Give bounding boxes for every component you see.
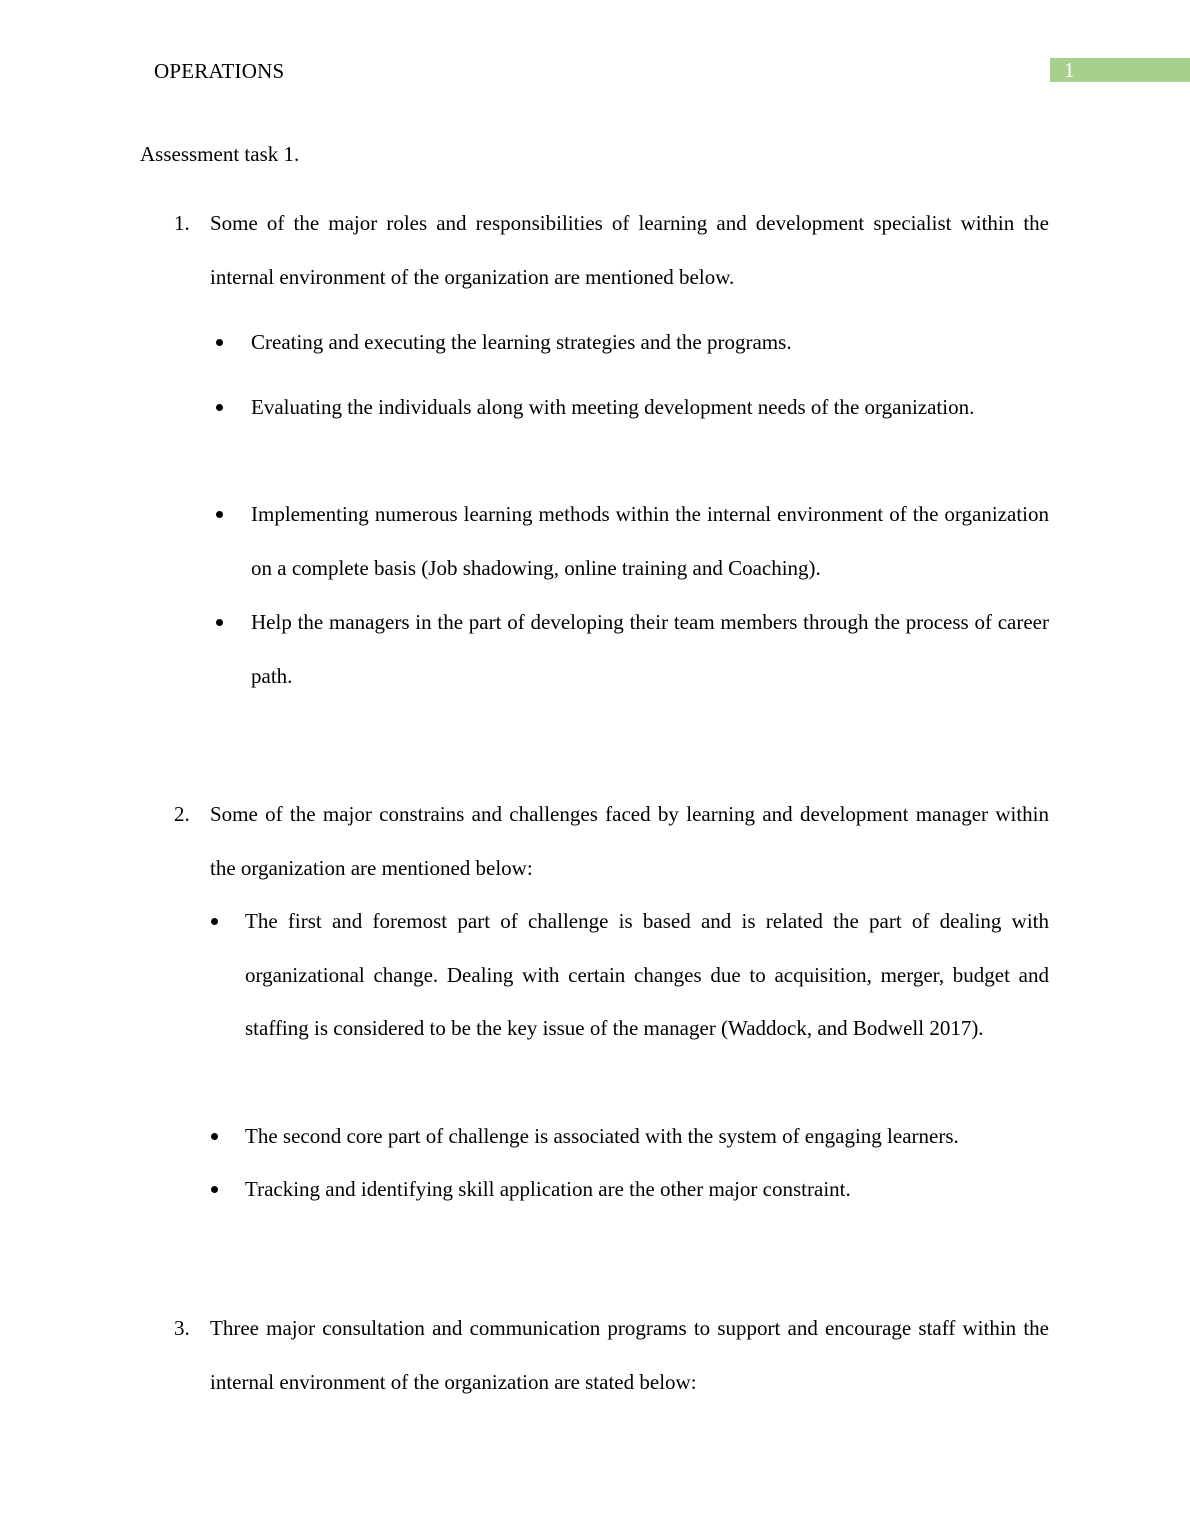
page-number: 1 — [1064, 58, 1075, 82]
list-item: Implementing numerous learning methods within the internal environment of the organization on a complete basis (Job shadowing, online training and Coaching). — [251, 502, 1049, 580]
section-intro: Three major consultation and communication programs to support and encourage staff within the internal environment of the organization are stated below: — [210, 1316, 1049, 1394]
list-item: The first and foremost part of challenge is based and is related the part of dealing with organizational change. Dealing with certain changes due to acquisition, merger, budget and staffing is considered to be the key issue of the manager (Waddock, and Bodwell 2017). — [245, 909, 1049, 1040]
section-number: 3. — [174, 1316, 190, 1340]
list-item: Tracking and identifying skill application are the other major constraint. — [245, 1177, 851, 1201]
bullet-dot — [216, 619, 223, 626]
page-number-bar — [1050, 58, 1190, 82]
list-item: Evaluating the individuals along with meeting development needs of the organization. — [251, 395, 975, 419]
section-number: 1. — [174, 211, 190, 235]
bullet-dot — [216, 511, 223, 518]
bullet-dot — [211, 1133, 218, 1140]
list-item: Help the managers in the part of developing their team members through the process of career path. — [251, 610, 1049, 688]
assessment-heading: Assessment task 1. — [140, 142, 300, 166]
list-item: Creating and executing the learning strategies and the programs. — [251, 330, 792, 354]
section-number: 2. — [174, 802, 190, 826]
section-intro: Some of the major constrains and challenges faced by learning and development manager within the organization are mentioned below: — [210, 802, 1049, 880]
section-intro: Some of the major roles and responsibilities of learning and development specialist within the internal environment of the organization are mentioned below. — [210, 211, 1049, 289]
bullet-dot — [216, 339, 223, 346]
bullet-dot — [216, 404, 223, 411]
list-item: The second core part of challenge is associated with the system of engaging learners. — [245, 1124, 959, 1148]
bullet-dot — [211, 1186, 218, 1193]
bullet-dot — [211, 918, 218, 925]
running-header-title: OPERATIONS — [154, 59, 285, 83]
